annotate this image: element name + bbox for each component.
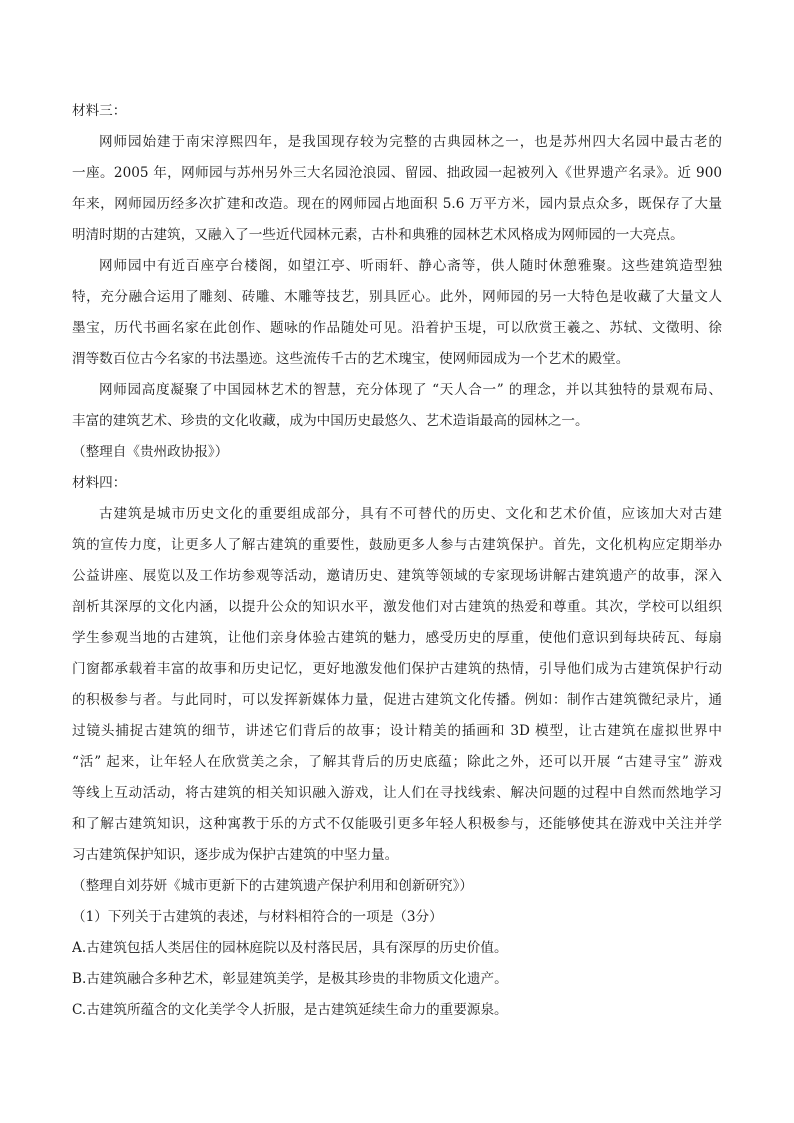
text-line: 渭等数百位古今名家的书法墨迹。这些流传千古的艺术瑰宝，使网师园成为一个艺术的殿堂。 [72, 351, 630, 367]
text-line: 和了解古建筑知识，这种寓教于乐的方式不仅能吸引更多年轻人积极参与，还能够使其在游戏中关注并学 [72, 816, 722, 832]
text-line: 明清时期的古建筑，又融入了一些近代园林元素，古朴和典雅的园林艺术风格成为网师园的一大亮点。 [72, 227, 684, 243]
text-line: 古建筑是城市历史文化的重要组成部分，具有不可替代的历史、文化和艺术价值，应该加大对古建 [99, 506, 722, 522]
text-line: 等线上互动活动，将古建筑的相关知识融入游戏，让人们在寻找线索、解决问题的过程中自然而然地学习 [72, 785, 722, 801]
text-line: 年来，网师园历经多次扩建和改造。现在的网师园占地面积 5.6 万平方米，园内景点众多，既保存了大量 [72, 196, 722, 212]
text-line: 丰富的建筑艺术、珍贵的文化收藏，成为中国历史最悠久、艺术造诣最高的园林之一。 [72, 413, 589, 429]
material4-source: （整理自刘芬妍《城市更新下的古建筑遗产保护利用和创新研究》） [72, 878, 474, 894]
text-line: 网师园始建于南宋淳熙四年，是我国现存较为完整的古典园林之一，也是苏州四大名园中最古老的 [99, 134, 722, 150]
text-line: 墨宝，历代书画名家在此创作、题咏的作品随处可见。沿着护玉堤，可以欣赏王羲之、苏轼、文徵明、徐 [72, 320, 722, 336]
text-line: 门窗都承载着丰富的故事和历史记忆，更好地激发他们保护古建筑的热情，引导他们成为古建筑保护行动 [72, 661, 722, 677]
material3-source: （整理自《贵州政协报》） [72, 444, 229, 460]
option-c: C.古建筑所蕴含的文化美学令人折服，是古建筑延续生命力的重要源泉。 [72, 1002, 508, 1018]
text-line: 一座。2005 年，网师园与苏州另外三大名园沧浪园、留园、拙政园一起被列入《世界遗产名录》。近 900 [72, 165, 722, 181]
document-page [72, 96, 722, 1026]
text-line: 学生参观当地的古建筑，让他们亲身体验古建筑的魅力，感受历史的厚重，使他们意识到每块砖瓦、每扇 [72, 630, 722, 646]
text-line: 习古建筑保护知识，逐步成为保护古建筑的中坚力量。 [72, 847, 399, 863]
text-line: 过镜头捕捉古建筑的细节，讲述它们背后的故事；设计精美的插画和 3D 模型，让古建筑在虚拟世界中 [72, 723, 722, 739]
text-line: 网师园高度凝聚了中国园林艺术的智慧，充分体现了 “天人合一” 的理念，并以其独特的景观布局、 [99, 382, 722, 398]
text-line: “活” 起来，让年轻人在欣赏美之余，了解其背后的历史底蕴；除此之外，还可以开展 “古建寻宝” 游戏 [72, 754, 722, 770]
material3-paragraph-2 [72, 251, 722, 375]
option-a: A.古建筑包括人类居住的园林庭院以及村落民居，具有深厚的历史价值。 [72, 940, 508, 956]
material4-paragraph [72, 499, 722, 871]
question-stem: （1）下列关于古建筑的表述，与材料相符合的一项是（3分） [72, 909, 443, 925]
text-line: 筑的宣传力度，让更多人了解古建筑的重要性，鼓励更多人参与古建筑保护。首先，文化机构应定期举办 [72, 537, 722, 553]
text-line: 的积极参与者。与此同时，可以发挥新媒体力量，促进古建筑文化传播。例如：制作古建筑微纪录片，通 [72, 692, 722, 708]
material4-heading: 材料四： [72, 475, 127, 491]
material3-paragraph-1 [72, 127, 722, 251]
text-line: 特，充分融合运用了雕刻、砖雕、木雕等技艺，别具匠心。此外，网师园的另一大特色是收藏了大量文人 [72, 289, 722, 305]
material3-paragraph-3 [72, 375, 722, 437]
option-b: B.古建筑融合多种艺术，彰显建筑美学，是极其珍贵的非物质文化遗产。 [72, 971, 508, 987]
material3-heading: 材料三： [72, 103, 127, 119]
text-line: 网师园中有近百座亭台楼阁，如望江亭、听雨轩、静心斋等，供人随时休憩雅聚。这些建筑造型独 [99, 258, 722, 274]
text-line: 公益讲座、展览以及工作坊参观等活动，邀请历史、建筑等领域的专家现场讲解古建筑遗产的故事，深入 [72, 568, 722, 584]
text-line: 剖析其深厚的文化内涵，以提升公众的知识水平，激发他们对古建筑的热爱和尊重。其次，学校可以组织 [72, 599, 722, 615]
